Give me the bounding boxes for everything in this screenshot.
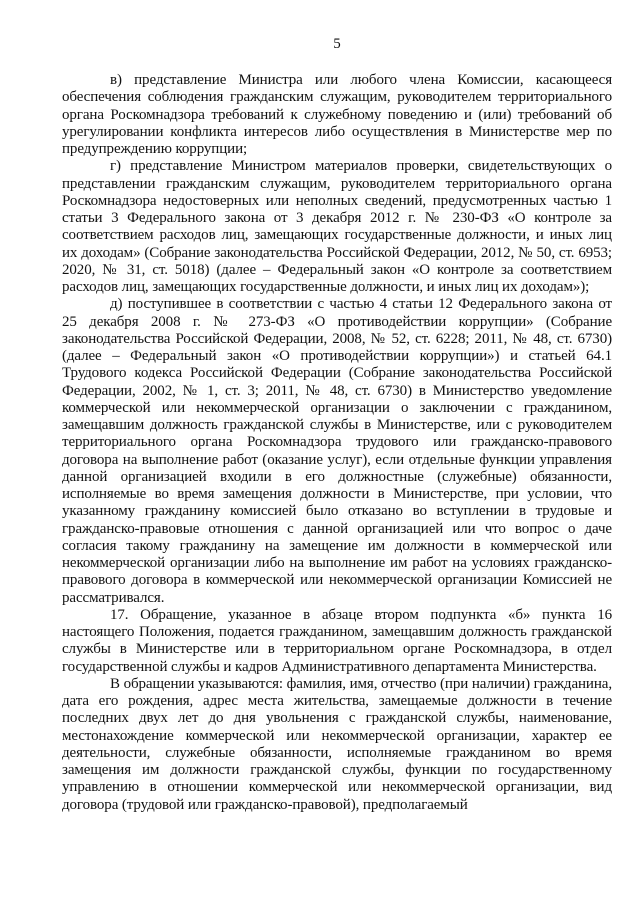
paragraph-appeal-contents: В обращении указываются: фамилия, имя, отчество (при наличии) гражданина, дата его рождения, адрес места жительства, замещаемые должности в течение последних двух лет до дня увольнения с гражданской службы, наименование, местонахождение коммерческой или некоммерческой организации, характер ее деятельности, служебные обязанности, исполняемые гражданином во время замещения им должности гражданской службы, функции по государственному управлению в отношении коммерческой или некоммерческой организации, вид договора (трудовой или гражданско-правовой), предполагаемый [62,675,612,813]
paragraph-17: 17. Обращение, указанное в абзаце втором подпункта «б» пункта 16 настоящего Положения, подается гражданином, замещавшим должность гражданской службы в Министерстве или в территориальном органе Роскомнадзора, в отдел государственной службы и кадров Административного департамента Министерства. [62,606,612,675]
paragraph-d: д) поступившее в соответствии с частью 4 статьи 12 Федерального закона от 25 декабря 2008 г. № 273-ФЗ «О противодействии коррупции» (Собрание законодательства Российской Федерации, 2008, № 52, ст. 6228; 2011, № 48, ст. 6730) (далее – Федеральный закон «О противодействии коррупции») и статьей 64.1 Трудового кодекса Российской Федерации (Собрание законодательства Российской Федерации, 2002, № 1, ст. 3; 2011, № 48, ст. 6730) в Министерство уведомление коммерческой или некоммерческой организации о заключении с гражданином, замещавшим должность гражданской службы в Министерстве, или с руководителем территориального органа Роскомнадзора трудового или гражданско-правового договора на выполнение работ (оказание услуг), если отдельные функции управления данной организацией входили в его должностные (служебные) обязанности, исполняемые во время замещения должности в Министерстве, при условии, что указанному гражданину комиссией было отказано во вступлении в трудовые и гражданско-правовые отношения с данной организацией или что вопрос о даче согласия такому гражданину на замещение им должности в коммерческой или некоммерческой организации либо на выполнение им работ на условиях гражданско-правового договора в коммерческой или некоммерческой организации Комиссией не рассматривался. [62,296,612,606]
paragraph-v: в) представление Министра или любого члена Комиссии, касающееся обеспечения соблюдения гражданским служащим, руководителем территориального органа Роскомнадзора требований к служебному поведению и (или) требований об урегулировании конфликта интересов либо осуществления в Министерстве мер по предупреждению коррупции; [62,72,612,157]
paragraph-g: г) представление Министром материалов проверки, свидетельствующих о представлении гражданским служащим, руководителем территориального органа Роскомнадзора недостоверных или неполных сведений, предусмотренных частью 1 статьи 3 Федерального закона от 3 декабря 2012 г. № 230-ФЗ «О контроле за соответствием расходов лиц, замещающих государственные должности, и иных лиц их доходам» (Собрание законодательства Российской Федерации, 2012, № 50, ст. 6953; 2020, № 31, ст. 5018) (далее – Федеральный закон «О контроле за соответствием расходов лиц, замещающих государственные должности, и иных лиц их доходам»); [62,158,612,295]
page-number: 5 [333,36,341,52]
document-body [62,72,612,814]
document-page [62,0,612,905]
